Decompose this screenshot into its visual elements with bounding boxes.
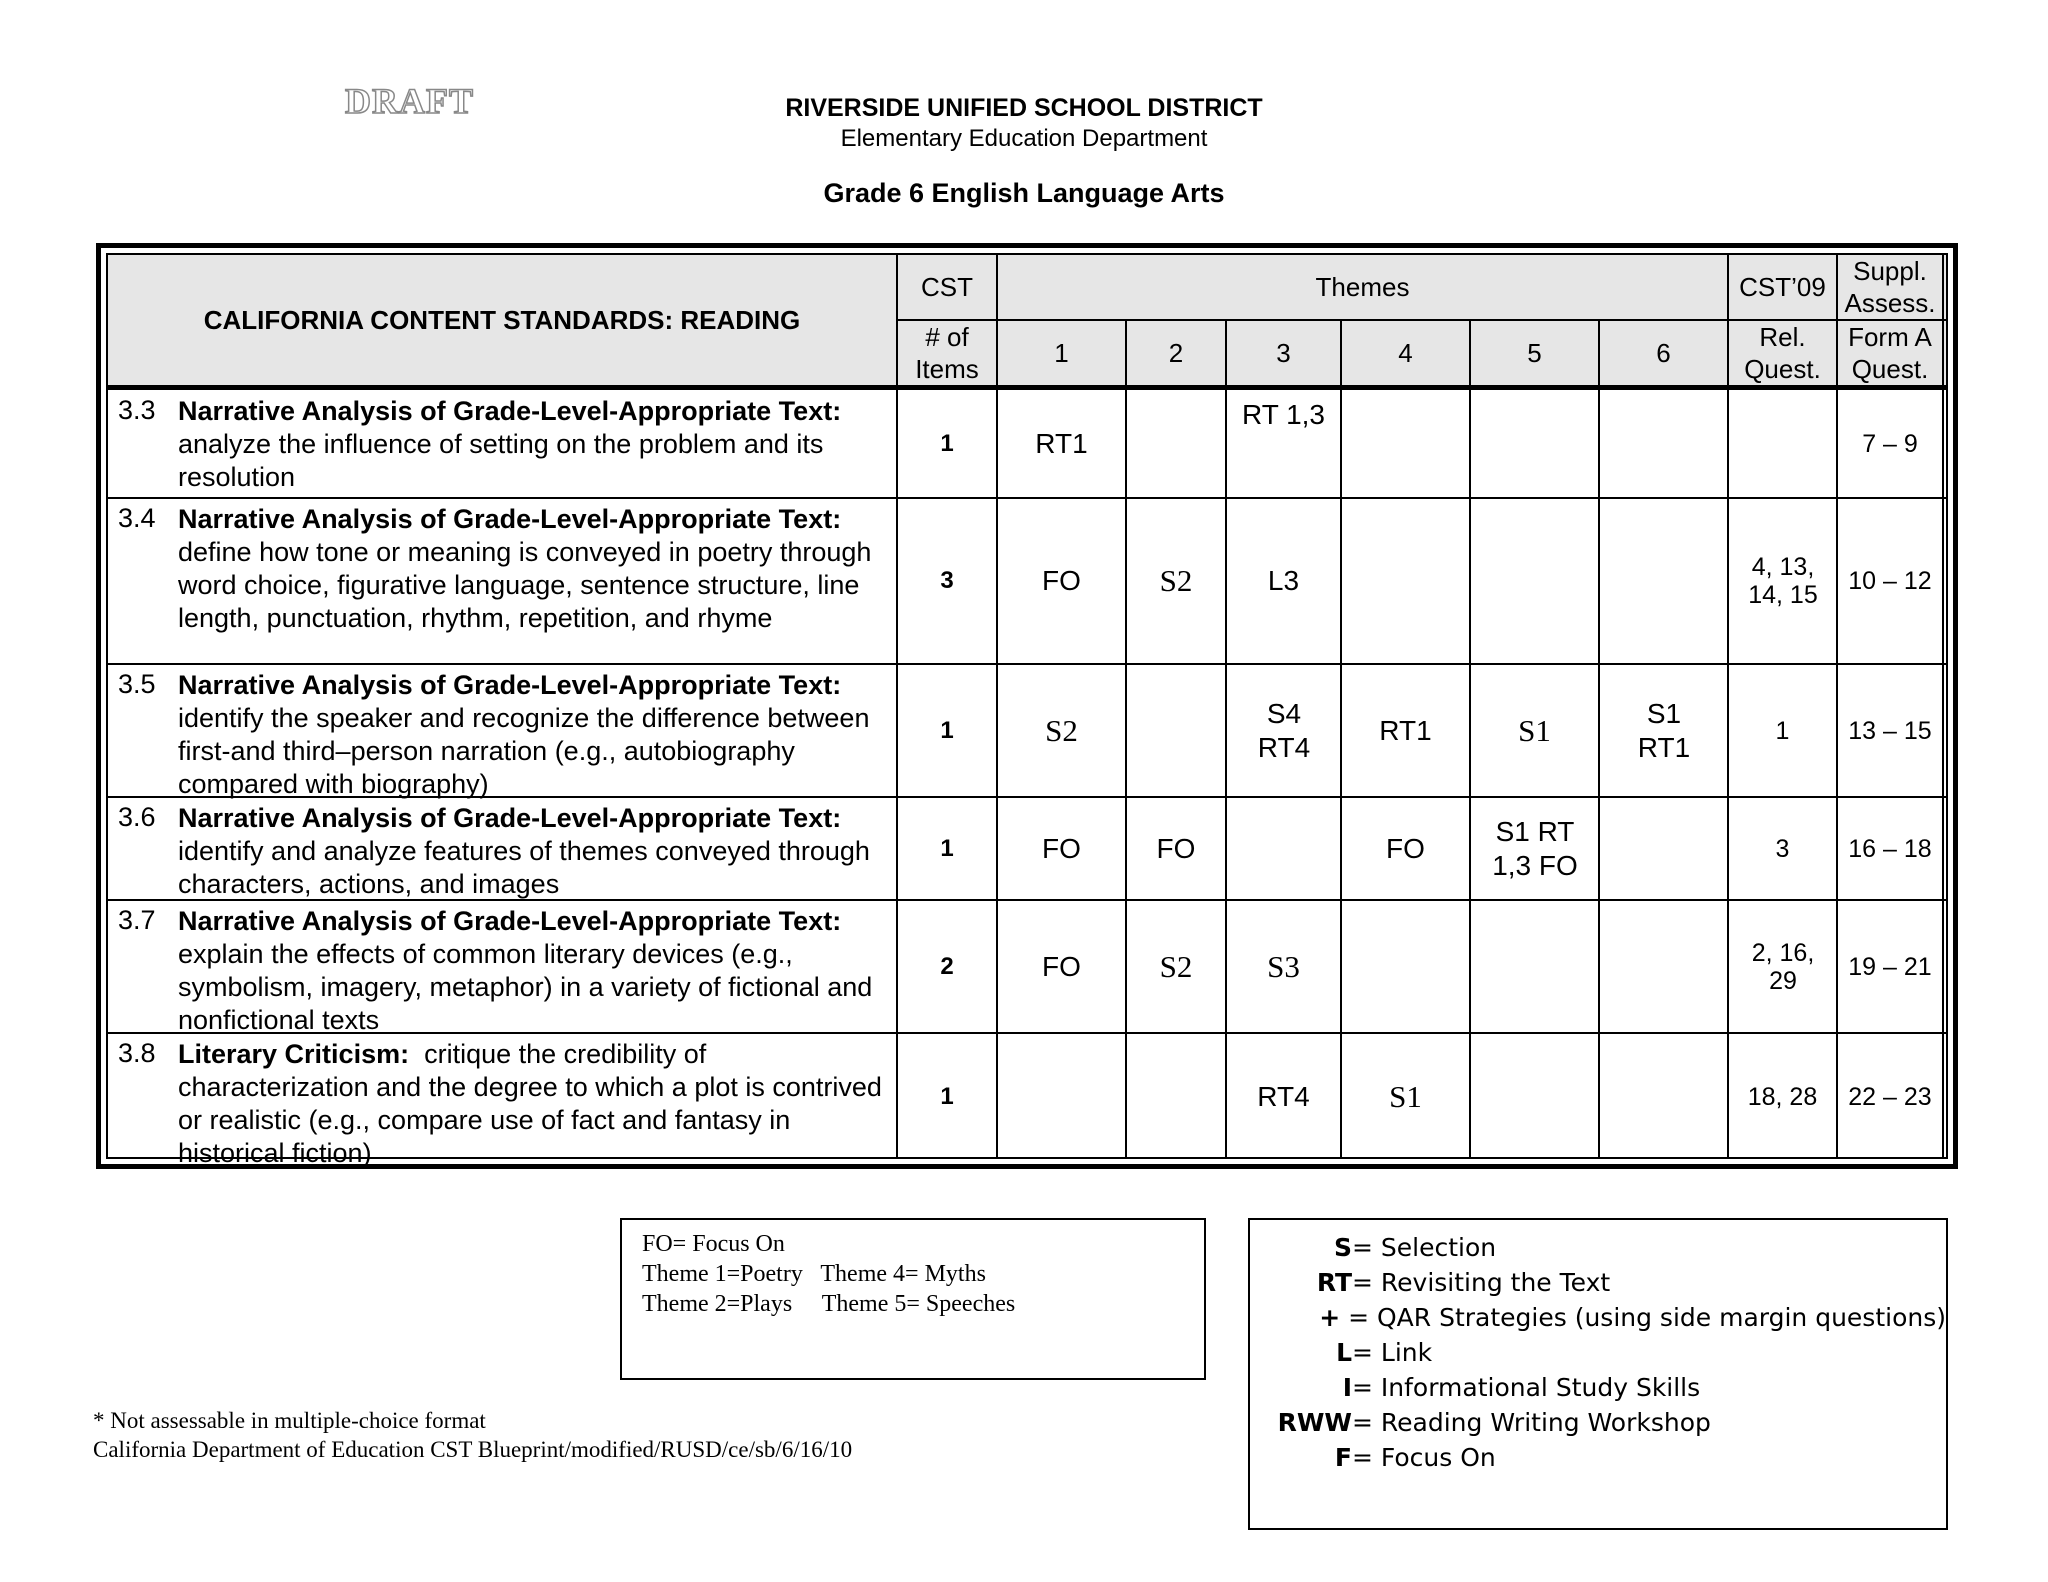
legend-desc: = Revisiting the Text [1352, 1268, 1611, 1297]
standard-description [178, 802, 888, 901]
standard-text: explain the effects of common literary devices (e.g., symbolism, imagery, metaphor) in a variety of fictional and nonfictional texts [178, 939, 873, 1035]
theme-1-cell: S2 [1045, 712, 1078, 748]
legend-item [1250, 1370, 1946, 1405]
theme-4-cell: S1 [1389, 1078, 1422, 1114]
standard-number: 3.3 [118, 395, 156, 425]
theme-1-cell: FO [1042, 565, 1081, 596]
themes-legend [620, 1218, 1206, 1380]
suppl-assess-line2: Assess. [1844, 288, 1936, 318]
standard-title: Narrative Analysis of Grade-Level-Appropriate Text: [178, 803, 842, 833]
suppl-assess-cell: 13 – 15 [1848, 716, 1932, 745]
theme-3-cell: S4 RT4 [1257, 697, 1311, 763]
theme-2-cell: S2 [1159, 563, 1193, 598]
suppl-assess-cell: 22 – 23 [1848, 1082, 1932, 1111]
rel-quest-line2: Quest. [1744, 354, 1821, 384]
theme-1-cell: FO [1042, 832, 1081, 864]
items-header [898, 321, 996, 385]
form-a-quest-line1: Form A [1848, 322, 1932, 352]
legend-item [1250, 1230, 1946, 1265]
standard-description [178, 1038, 888, 1170]
cst09-header: CST’09 [1739, 272, 1826, 302]
legend-desc: = Selection [1352, 1233, 1497, 1262]
items-header-line1: # of [925, 322, 969, 352]
standards-heading: CALIFORNIA CONTENT STANDARDS: READING [203, 304, 801, 335]
standard-text: define how tone or meaning is conveyed in poetry through word choice, figurative language, sentence structure, line length, punctuation, rhythm, repetition, and rhyme [178, 537, 872, 633]
theme-4-header: 4 [1398, 338, 1413, 368]
theme-3-cell: RT4 [1257, 1080, 1310, 1112]
legend-key: L [1336, 1338, 1352, 1367]
department-name: Elementary Education Department [840, 125, 1208, 152]
cst09-cell: 1 [1775, 716, 1790, 745]
standard-description [178, 503, 888, 635]
page-title: Grade 6 English Language Arts [823, 178, 1225, 208]
suppl-assess-cell: 10 – 12 [1848, 567, 1932, 595]
footnote: * Not assessable in multiple-choice format [93, 1408, 486, 1433]
standard-text: critique the credibility of characterization and the degree to which a plot is contrived or realistic (e.g., compare use of fact and fantasy in historical fiction) [178, 1039, 882, 1168]
theme-1-cell: RT1 [1035, 427, 1088, 459]
legend-item [1250, 1265, 1946, 1300]
legend-line: Theme 1=Poetry Theme 4= Myths [642, 1261, 986, 1287]
standard-description [178, 395, 888, 494]
legend-desc: = Informational Study Skills [1352, 1373, 1701, 1402]
cst-header: CST [921, 272, 973, 302]
cst09-cell: 3 [1775, 834, 1790, 863]
theme-4-cell: FO [1386, 832, 1425, 864]
standard-number: 3.4 [118, 503, 156, 533]
suppl-assess-cell: 7 – 9 [1862, 429, 1918, 458]
standard-number: 3.7 [118, 905, 156, 935]
suppl-assess-cell: 16 – 18 [1848, 834, 1932, 863]
items-count: 1 [940, 716, 954, 744]
legend-key: I [1342, 1373, 1352, 1402]
theme-5-cell: S1 [1518, 712, 1551, 748]
suppl-assess-header [1838, 255, 1942, 319]
theme-1-header: 1 [1054, 338, 1069, 368]
standard-text: analyze the influence of setting on the problem and its resolution [178, 429, 824, 492]
legend-desc: = Focus On [1352, 1443, 1496, 1472]
legend-key: F [1334, 1443, 1352, 1472]
standard-title: Narrative Analysis of Grade-Level-Appropriate Text: [178, 906, 842, 936]
theme-2-cell: FO [1156, 832, 1196, 864]
legend-key: + [1319, 1303, 1341, 1332]
theme-5-cell: S1 RT 1,3 FO [1492, 815, 1578, 881]
cst09-cell: 18, 28 [1747, 1082, 1818, 1111]
theme-3-cell: RT 1,3 [1241, 399, 1325, 430]
standard-title: Narrative Analysis of Grade-Level-Appropriate Text: [178, 670, 842, 700]
legend-key: S [1333, 1233, 1352, 1262]
legend-line: FO= Focus On [642, 1231, 785, 1257]
items-count: 2 [940, 952, 954, 980]
items-count: 1 [940, 429, 954, 457]
col-divider [1125, 319, 1127, 1159]
standard-number: 3.5 [118, 669, 156, 699]
theme-6-header: 6 [1656, 338, 1671, 368]
cst09-cell: 2, 16, 29 [1751, 938, 1815, 995]
items-header-line2: Items [915, 354, 979, 384]
cst09-cell: 4, 13, 14, 15 [1748, 553, 1818, 609]
rel-quest-header [1729, 321, 1836, 385]
theme-1-cell: FO [1042, 950, 1081, 982]
legend-desc: = QAR Strategies (using side margin questions) [1340, 1303, 1946, 1332]
standard-title: Literary Criticism: [178, 1039, 410, 1069]
col-divider [1225, 319, 1227, 1159]
theme-6-cell: S1 RT1 [1637, 697, 1691, 763]
suppl-assess-line1: Suppl. [1853, 256, 1927, 286]
standard-description [178, 669, 888, 801]
theme-2-header: 2 [1168, 338, 1184, 368]
standard-text: identify and analyze features of themes conveyed through characters, actions, and images [178, 836, 870, 899]
rel-quest-line1: Rel. [1759, 322, 1806, 352]
codes-legend [1248, 1218, 1948, 1530]
items-count: 1 [940, 834, 954, 862]
theme-3-cell: S3 [1267, 948, 1300, 984]
items-count: 1 [940, 1082, 954, 1110]
themes-header: Themes [1315, 272, 1410, 302]
source-note: California Department of Education CST Blueprint/modified/RUSD/ce/sb/6/16/10 [93, 1437, 853, 1462]
theme-3-cell: L3 [1267, 565, 1300, 596]
district-name: RIVERSIDE UNIFIED SCHOOL DISTRICT [785, 94, 1263, 122]
theme-5-header: 5 [1527, 338, 1542, 368]
draft-watermark: DRAFT [345, 81, 474, 121]
standards-table [106, 253, 1948, 1168]
theme-4-cell: RT1 [1379, 714, 1432, 746]
legend-item [1250, 1335, 1946, 1370]
legend-item [1250, 1405, 1946, 1440]
standard-description [178, 905, 888, 1037]
standard-title: Narrative Analysis of Grade-Level-Appropriate Text: [178, 504, 842, 534]
col-divider [1598, 319, 1600, 1159]
items-count: 3 [940, 567, 954, 594]
standard-text: identify the speaker and recognize the difference between first-and third–person narration (e.g., autobiography compared with biography) [178, 703, 870, 799]
theme-3-header: 3 [1276, 338, 1291, 368]
legend-desc: = Reading Writing Workshop [1352, 1408, 1711, 1437]
legend-desc: = Link [1352, 1338, 1433, 1367]
standard-number: 3.8 [118, 1038, 156, 1068]
standard-number: 3.6 [118, 802, 156, 832]
legend-line: Theme 2=Plays Theme 5= Speeches [642, 1291, 1016, 1317]
legend-key: RT [1316, 1268, 1352, 1297]
form-a-quest-line2: Quest. [1851, 354, 1929, 384]
legend-key: RWW [1277, 1408, 1352, 1437]
col-divider [1942, 255, 1944, 1159]
legend-item [1250, 1440, 1946, 1475]
legend-item [1250, 1300, 1946, 1335]
form-a-quest-header [1838, 321, 1942, 385]
standard-title: Narrative Analysis of Grade-Level-Appropriate Text: [178, 396, 842, 426]
theme-2-cell: S2 [1159, 948, 1193, 984]
suppl-assess-cell: 19 – 21 [1848, 952, 1932, 981]
